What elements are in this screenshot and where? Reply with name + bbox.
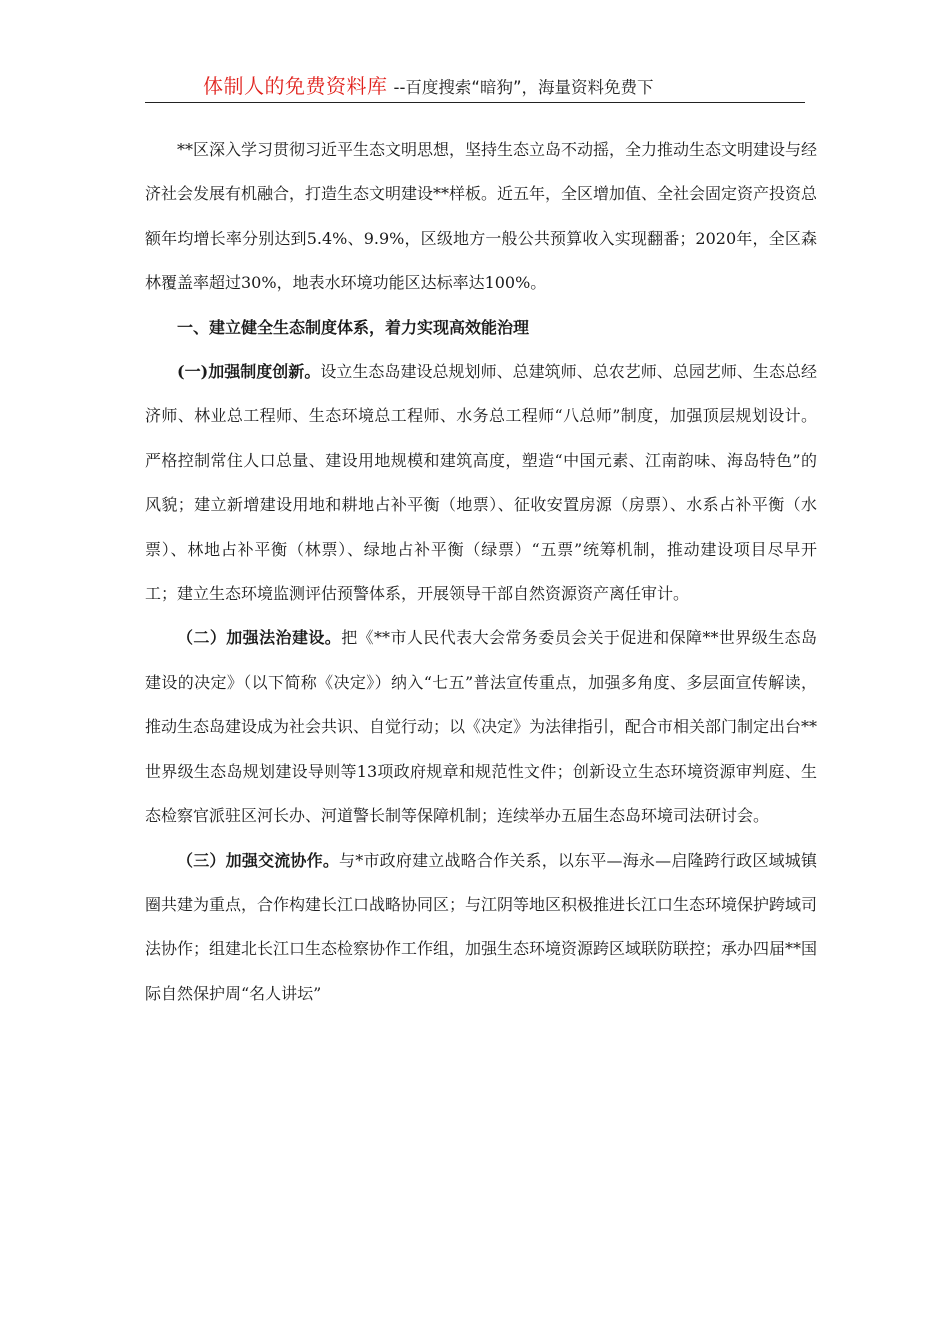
section-heading-text: 一、建立健全生态制度体系，着力实现高效能治理: [177, 317, 530, 337]
paragraph-text: 与*市政府建立战略合作关系，以东平—海永—启隆跨行政区域城镇圈共建为重点，合作构建长江口战略协同区；与江阴等地区积极推进长江口生态环境保护跨域司法协作；组建北长江口生态检察协作工作组，加强生态环境资源跨区域联防联控；承办四届**国际自然保护周“名人讲坛”: [145, 850, 818, 1003]
header-tagline: --百度搜索“暗狗”，海量资料免费下: [393, 78, 654, 97]
section-heading: [145, 306, 817, 350]
page-header: [145, 70, 805, 103]
subsection-paragraph: [145, 839, 817, 1017]
subsection-title: （三）加强交流协作。: [177, 850, 340, 870]
paragraph-text: **区深入学习贯彻习近平生态文明思想，坚持生态立岛不动摇，全力推动生态文明建设与经济社会发展有机融合，打造生态文明建设**样板。近五年，全区增加值、全社会固定资产投资总额年均增长率分别达到5.4%、9.9%，区级地方一般公共预算收入实现翻番；2020年，全区森林覆盖率超过30%，地表水环境功能区达标率达100%。: [145, 140, 818, 293]
subsection-title: (一)加强制度创新。: [177, 362, 321, 382]
subsection-paragraph: [145, 616, 817, 838]
document-body: [145, 128, 817, 1016]
paragraph-text: 把《**市人民代表大会常务委员会关于促进和保障**世界级生态岛建设的决定》（以下简称《决定》）纳入“七五”普法宣传重点，加强多角度、多层面宣传解读，推动生态岛建设成为社会共识、自觉行动；以《决定》为法律指引，配合市相关部门制定出台**世界级生态岛规划建设导则等13项政府规章和规范性文件；创新设立生态环境资源审判庭、生态检察官派驻区河长办、河道警长制等保障机制；连续举办五届生态岛环境司法研讨会。: [145, 628, 818, 826]
subsection-title: （二）加强法治建设。: [177, 628, 342, 648]
header-brand: 体制人的免费资料库: [203, 74, 388, 98]
intro-paragraph: [145, 128, 817, 306]
paragraph-text: 设立生态岛建设总规划师、总建筑师、总农艺师、总园艺师、生态总经济师、林业总工程师、生态环境总工程师、水务总工程师“八总师”制度，加强顶层规划设计。严格控制常住人口总量、建设用地规模和建筑高度，塑造“中国元素、江南韵味、海岛特色”的风貌；建立新增建设用地和耕地占补平衡（地票）、征收安置房源（房票）、水系占补平衡（水票）、林地占补平衡（林票）、绿地占补平衡（绿票）“五票”统筹机制，推动建设项目尽早开工；建立生态环境监测评估预警体系，开展领导干部自然资源资产离任审计。: [145, 362, 817, 604]
subsection-paragraph: [145, 350, 817, 616]
